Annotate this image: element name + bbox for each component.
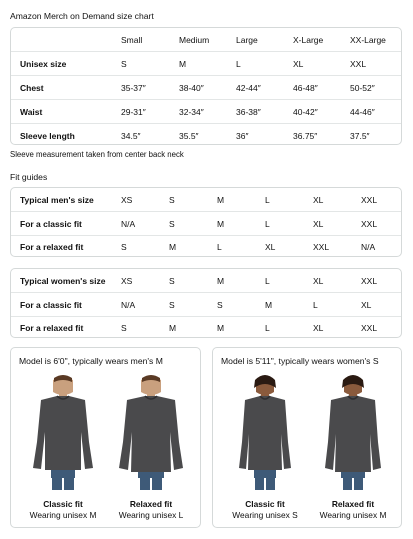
table-cell: S — [121, 241, 127, 252]
wearing-label: Wearing unisex S — [232, 510, 298, 520]
table-cell: 40-42″ — [293, 106, 318, 117]
size-chart-title: Amazon Merch on Demand size chart — [10, 11, 154, 21]
table-cell: S — [217, 299, 223, 310]
table-cell: M — [217, 194, 225, 205]
table-cell: 50-52″ — [350, 82, 375, 93]
column-header: Small — [121, 34, 143, 45]
table-cell: XL — [313, 322, 324, 333]
table-cell: XL — [313, 218, 324, 229]
table-cell: S — [169, 275, 175, 286]
table-row — [11, 293, 401, 316]
row-label: Chest — [20, 82, 44, 93]
figure-caption — [18, 499, 108, 521]
row-label: For a relaxed fit — [20, 322, 84, 333]
womens-model-card — [212, 347, 402, 528]
model-photo-womens-classic — [225, 372, 305, 490]
table-cell: L — [236, 58, 241, 69]
wearing-label: Wearing unisex M — [29, 510, 97, 520]
model-photo-mens-relaxed — [111, 372, 191, 490]
figure-caption — [220, 499, 310, 521]
mens-fit-table — [10, 187, 402, 257]
table-row — [11, 269, 401, 292]
row-label: Typical men's size — [20, 194, 94, 205]
mens-model-card — [10, 347, 201, 528]
fit-label: Relaxed fit — [129, 499, 173, 509]
model-title: Model is 6'0", typically wears men's M — [19, 356, 163, 366]
row-label: Sleeve length — [20, 130, 75, 141]
table-cell: XS — [121, 194, 133, 205]
table-cell: L — [313, 299, 318, 310]
table-cell: 44-46″ — [350, 106, 375, 117]
table-cell: 36″ — [236, 130, 249, 141]
row-label: For a classic fit — [20, 299, 82, 310]
table-cell: 36.75″ — [293, 130, 318, 141]
table-cell: S — [169, 299, 175, 310]
table-cell: XXL — [361, 218, 378, 229]
column-header: Medium — [179, 34, 210, 45]
model-title: Model is 5'11", typically wears women's S — [221, 356, 379, 366]
table-cell: M — [217, 218, 225, 229]
fit-guides-title: Fit guides — [10, 172, 48, 182]
table-row — [11, 212, 401, 235]
table-row — [11, 188, 401, 211]
table-row — [11, 235, 401, 257]
table-cell: 36-38″ — [236, 106, 261, 117]
table-row — [11, 316, 401, 338]
table-cell: N/A — [121, 218, 136, 229]
table-cell: 38-40″ — [179, 82, 204, 93]
table-cell: XS — [121, 275, 133, 286]
table-cell: XXL — [313, 241, 330, 252]
table-cell: M — [169, 322, 177, 333]
table-row — [11, 76, 401, 99]
model-photo-mens-classic — [23, 372, 103, 490]
table-cell: L — [265, 218, 270, 229]
womens-fit-table — [10, 268, 402, 338]
table-cell: XL — [313, 275, 324, 286]
table-cell: M — [217, 322, 225, 333]
row-label: For a relaxed fit — [20, 241, 84, 252]
table-cell: S — [169, 218, 175, 229]
table-cell: M — [217, 275, 225, 286]
table-cell: XXL — [361, 194, 378, 205]
table-cell: XL — [361, 299, 372, 310]
column-header: X-Large — [293, 34, 324, 45]
fit-label: Classic fit — [43, 499, 83, 509]
table-cell: M — [179, 58, 187, 69]
table-cell: L — [265, 275, 270, 286]
table-cell: XXL — [361, 275, 378, 286]
table-cell: 29-31″ — [121, 106, 146, 117]
table-cell: 35-37″ — [121, 82, 146, 93]
table-cell: S — [121, 58, 127, 69]
table-cell: M — [169, 241, 177, 252]
table-cell: XXL — [361, 322, 378, 333]
table-cell: L — [265, 322, 270, 333]
table-cell: M — [265, 299, 273, 310]
table-cell: XXL — [350, 58, 367, 69]
row-label: Unisex size — [20, 58, 67, 69]
wearing-label: Wearing unisex L — [118, 510, 184, 520]
fit-label: Classic fit — [245, 499, 285, 509]
table-cell: 46-48″ — [293, 82, 318, 93]
column-header: XX-Large — [350, 34, 386, 45]
table-cell: 34.5″ — [121, 130, 141, 141]
table-cell: N/A — [361, 241, 376, 252]
table-cell: S — [121, 322, 127, 333]
table-cell: 37.5″ — [350, 130, 370, 141]
table-cell: N/A — [121, 299, 136, 310]
fit-label: Relaxed fit — [331, 499, 375, 509]
table-cell: 35.5″ — [179, 130, 199, 141]
table-cell: S — [169, 194, 175, 205]
table-cell: XL — [293, 58, 304, 69]
table-cell: L — [217, 241, 222, 252]
table-cell: XL — [265, 241, 276, 252]
row-label: Waist — [20, 106, 43, 117]
size-chart-table — [10, 27, 402, 145]
table-cell: 32-34″ — [179, 106, 204, 117]
table-cell: L — [265, 194, 270, 205]
table-cell: XL — [313, 194, 324, 205]
table-row — [11, 100, 401, 123]
model-photo-womens-relaxed — [313, 372, 393, 490]
table-row — [11, 124, 401, 145]
size-chart-header-row — [11, 28, 401, 51]
figure-caption — [308, 499, 398, 521]
row-label: For a classic fit — [20, 218, 82, 229]
column-header: Large — [236, 34, 258, 45]
table-row — [11, 52, 401, 75]
sleeve-note: Sleeve measurement taken from center back neck — [10, 150, 184, 159]
table-cell: 42-44″ — [236, 82, 261, 93]
figure-caption — [106, 499, 196, 521]
wearing-label: Wearing unisex M — [319, 510, 387, 520]
row-label: Typical women's size — [20, 275, 106, 286]
